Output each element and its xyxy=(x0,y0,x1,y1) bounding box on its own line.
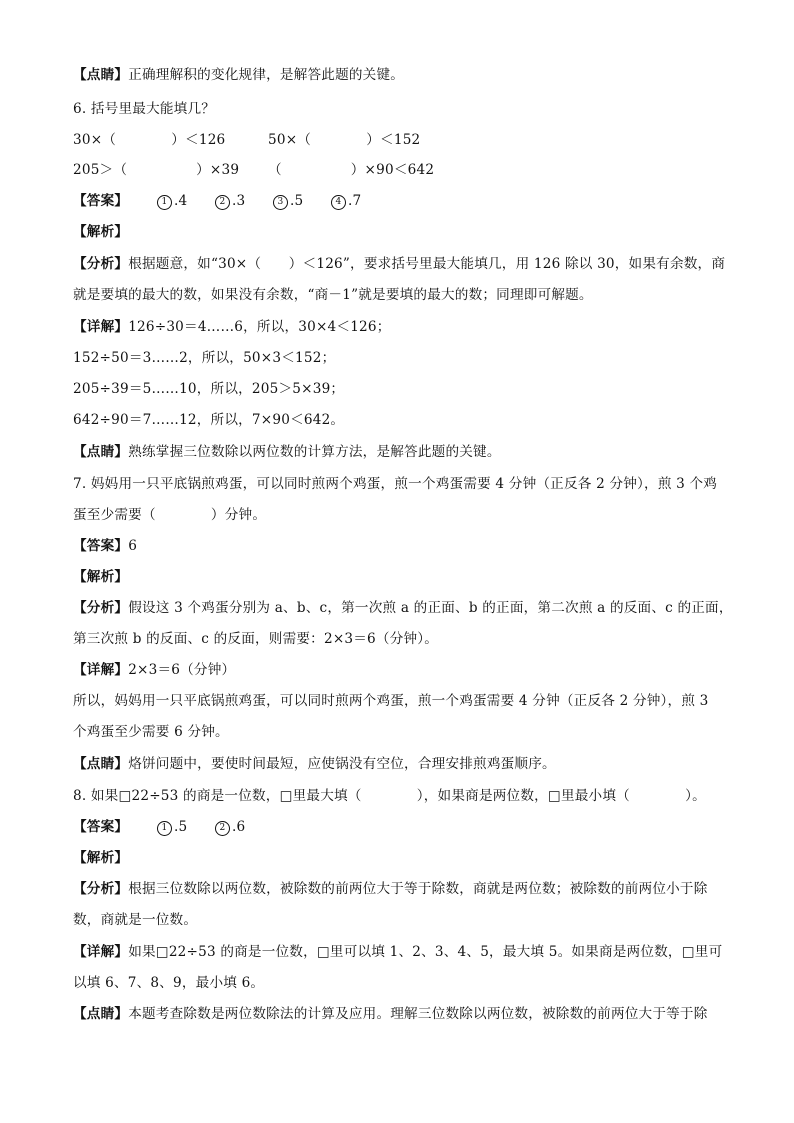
q8-title: 8. 如果□22÷53 的商是一位数，□里最大填（ ），如果商是两位数，□里最小填（ ）。 xyxy=(73,788,706,804)
q7-jiexi-tag: 【解析】 xyxy=(73,569,129,585)
analysis-tag: 【分析】 xyxy=(73,600,129,616)
q6-answer-2: 2 .3 xyxy=(215,191,245,211)
analysis-tag: 【分析】 xyxy=(73,881,129,897)
point-text: 正确理解积的变化规律，是解答此题的关键。 xyxy=(128,67,405,83)
q8-answer-1: 1 .5 xyxy=(157,817,187,837)
answer-tag: 【答案】 xyxy=(73,193,129,209)
answer-tag: 【答案】 xyxy=(73,538,129,554)
point-tag: 【点睛】 xyxy=(73,67,129,83)
q6-analysis-line-2: 就是要填的最大的数，如果没有余数，“商－1”就是要填的最大的数；同理即可解题。 xyxy=(73,287,593,303)
q6-answer-3: 3 .5 xyxy=(273,191,303,211)
point-tag: 【点睛】 xyxy=(73,1006,129,1022)
q6-detail-line-1 xyxy=(73,317,391,337)
point-tag: 【点睛】 xyxy=(73,444,129,460)
q6-detail-line-2: 152÷50＝3……2，所以，50×3＜152； xyxy=(73,350,336,366)
q7-title-line-2: 蛋至少需要（ ）分钟。 xyxy=(73,507,267,523)
q7-detail-line-1 xyxy=(73,660,235,680)
q6-point-line xyxy=(73,442,501,462)
point-text: 熟练掌握三位数除以两位数的计算方法，是解答此题的关键。 xyxy=(128,444,501,460)
analysis-text: 根据题意，如“30×（ ）＜126”，要求括号里最大能填几，用 126 除以 30，如果有余数，商 xyxy=(128,256,726,272)
detail-tag: 【详解】 xyxy=(73,662,129,678)
q8-answer-2: 2 .6 xyxy=(215,817,245,837)
detail-text: 126÷30＝4……6，所以，30×4＜126； xyxy=(128,319,391,335)
q6-expr-row-2 xyxy=(73,160,493,180)
q8-analysis-line-2: 数，商就是一位数。 xyxy=(73,912,198,928)
analysis-text: 根据三位数除以两位数，被除数的前两位大于等于除数，商就是两位数；被除数的前两位小于除 xyxy=(128,881,708,897)
q8-answer-line xyxy=(73,817,313,837)
q7-answer-line xyxy=(73,536,137,556)
q6-detail-line-4: 642÷90＝7……12，所以，7×90＜642。 xyxy=(73,412,345,428)
q6-expr-row-1 xyxy=(73,130,493,150)
point-text: 本题考查除数是两位数除法的计算及应用。理解三位数除以两位数，被除数的前两位大于等于除 xyxy=(128,1006,708,1022)
detail-tag: 【详解】 xyxy=(73,944,129,960)
q6-expr-3: 205＞（ ）×39 xyxy=(73,162,240,178)
q7-detail-line-3: 个鸡蛋至少需要 6 分钟。 xyxy=(73,724,229,740)
q6-title: 6. 括号里最大能填几？ xyxy=(73,101,216,117)
q8-detail-line-2: 以填 6、7、8、9，最小填 6。 xyxy=(73,975,265,991)
point-line-q5 xyxy=(73,65,404,85)
q8-detail-line-1 xyxy=(73,942,722,962)
detail-text: 2×3＝6（分钟） xyxy=(128,662,236,678)
q7-point-line xyxy=(73,754,556,774)
q6-answer-1: 1 .4 xyxy=(157,191,187,211)
q7-answer: 6 xyxy=(128,538,138,554)
point-tag: 【点睛】 xyxy=(73,756,129,772)
q6-analysis-line-1 xyxy=(73,254,725,274)
q7-analysis-line-1 xyxy=(73,598,733,618)
detail-tag: 【详解】 xyxy=(73,319,129,335)
analysis-text: 假设这 3 个鸡蛋分别为 a、b、c，第一次煎 a 的正面、b 的正面，第二次煎 a 的反面、c 的正面， xyxy=(128,600,733,616)
q6-answer-line xyxy=(73,191,433,211)
q6-expr-1: 30×（ ）＜126 xyxy=(73,132,226,148)
q6-jiexi-tag: 【解析】 xyxy=(73,224,129,240)
q6-detail-line-3: 205÷39＝5……10，所以，205＞5×39； xyxy=(73,381,345,397)
q7-title-line-1: 7. 妈妈用一只平底锅煎鸡蛋，可以同时煎两个鸡蛋，煎一个鸡蛋需要 4 分钟（正反各 2 分钟），煎 3 个鸡 xyxy=(73,476,718,492)
q6-answer-4: 4 .7 xyxy=(331,191,361,211)
q7-detail-line-2: 所以，妈妈用一只平底锅煎鸡蛋，可以同时煎两个鸡蛋，煎一个鸡蛋需要 4 分钟（正反各 2 分钟），煎 3 xyxy=(73,693,709,709)
q6-expr-4: （ ）×90＜642 xyxy=(268,162,435,178)
q8-point-line xyxy=(73,1004,708,1024)
detail-text: 如果□22÷53 的商是一位数，□里可以填 1、2、3、4、5，最大填 5。如果商是两位数，□里可 xyxy=(128,944,723,960)
q6-expr-2: 50×（ ）＜152 xyxy=(268,132,421,148)
answer-tag: 【答案】 xyxy=(73,819,129,835)
analysis-tag: 【分析】 xyxy=(73,256,129,272)
q7-analysis-line-2: 第三次煎 b 的反面、c 的反面，则需要：2×3＝6（分钟）。 xyxy=(73,631,439,647)
point-text: 烙饼问题中，要使时间最短，应使锅没有空位，合理安排煎鸡蛋顺序。 xyxy=(128,756,556,772)
q8-jiexi-tag: 【解析】 xyxy=(73,850,129,866)
q8-analysis-line-1 xyxy=(73,879,708,899)
